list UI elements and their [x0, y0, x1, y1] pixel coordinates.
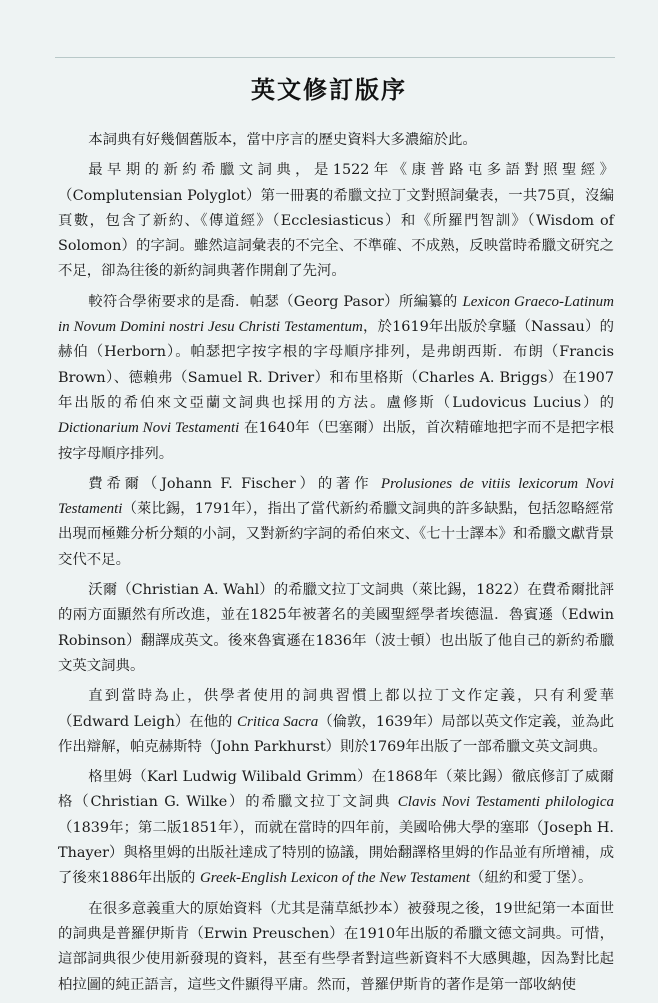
- text-run: （1839年；第二版1851年），而就在當時的四年前，美國哈佛大學的塞耶（Joseph H. Thayer）與格里姆的出版社達成了特別的協議，開始翻譯格里姆的作品並有所增補，成了後來1886年出版的: [58, 819, 614, 887]
- text-run: （倫敦，1639年）局部以英文作定義，並為此作出辯解，帕克赫斯特（John Parkhurst）則於1769年出版了一部希臘文英文詞典。: [58, 713, 615, 755]
- text-run: 在1640年（巴塞爾）出版，首次精確地把字而不是把字根按字母順序排列。: [58, 420, 614, 462]
- italic-title: Critica Sacra: [237, 713, 319, 730]
- text-run: 在很多意義重大的原始資料（尤其是蒲草紙抄本）被發現之後，19世紀第一本面世的詞典是普羅伊斯肯（Erwin Preuschen）在1910年出版的希臘文德文詞典。可惜，這部詞典很少使用新發現的資料，甚至有些學者對這些新資料不大感興趣，因為對比起柏拉圖的純正語言，這些文件顯得平庸。然而，普羅伊斯肯的著作是第一部收納使: [58, 900, 614, 993]
- text-run: ，於1619年出版於拿騷（Nassau）的赫伯（Herborn）。帕瑟把字按字根的字母順序排列，是弗朗西斯．布朗（Francis Brown）、德賴弗（Samuel R. Driver）和布里格斯（Charles A. Briggs）在1907年出版的希伯來文亞蘭文詞典也採用的方法。盧修斯（Ludovicus Lucius）的: [58, 319, 614, 411]
- italic-title: Dictionarium Novi Testamenti: [58, 420, 240, 437]
- paragraph: [58, 128, 614, 153]
- body-text: [58, 128, 614, 1003]
- paragraph: [58, 765, 614, 891]
- page-title: 英文修訂版序: [251, 76, 407, 104]
- header-rule: [55, 57, 615, 58]
- text-run: 本詞典有好幾個舊版本，當中序言的歷史資料大多濃縮於此。: [88, 132, 477, 148]
- text-run: 費希爾（Johann F. Fischer）的著作: [88, 475, 381, 492]
- paragraph: [58, 290, 614, 467]
- text-run: 沃爾（Christian A. Wahl）的希臘文拉丁文詞典（萊比錫，1822）在費希爾批評的兩方面顯然有所改進，並在1825年被著名的美國聖經學者埃德温．魯賓遜（Edwin Robinson）翻譯成英文。後來魯賓遜在1836年（波士頓）也出版了他自己的新約希臘文英文詞典。: [58, 582, 614, 674]
- paragraph: [58, 684, 614, 760]
- paragraph: [58, 158, 614, 284]
- text-run: （萊比錫，1791年），指出了當代新約希臘文詞典的許多缺點，包括忽略經常出現而極難分析分類的小詞，又對新約字詞的希伯來文、《七十士譯本》和希臘文獻背景交代不足。: [58, 501, 614, 568]
- text-run: 較符合學術要求的是喬．帕瑟（Georg Pasor）所編纂的: [88, 293, 463, 310]
- paragraph: [58, 578, 614, 679]
- italic-title: Lexicon Graeco-Latinum in Novum Domini nostri Jesu Christi Testamentum: [58, 293, 614, 336]
- text-run: 直到當時為止，供學者使用的詞典習慣上都以拉丁文作定義，只有利愛華（Edward Leigh）在他的: [58, 688, 614, 730]
- italic-title: Greek-English Lexicon of the New Testament: [199, 870, 471, 887]
- paragraph: [58, 897, 614, 998]
- italic-title: Prolusiones de vitiis lexicorum Novi Testamenti: [58, 475, 614, 518]
- italic-title: Clavis Novi Testamenti philologica: [397, 794, 614, 811]
- paragraph: [58, 472, 614, 573]
- text-run: 格里姆（Karl Ludwig Wilibald Grimm）在1868年（萊比錫）徹底修訂了威爾格（Christian G. Wilke）的希臘文拉丁文詞典: [58, 769, 614, 811]
- text-run: 最早期的新約希臘文詞典，是1522年《康普路屯多語對照聖經》（Complutensian Polyglot）第一冊裏的希臘文拉丁文對照詞彙表，一共75頁，沒編頁數，包含了新約、《傳道經》（Ecclesiasticus）和《所羅門智訓》（Wisdom of Solomon）的字詞。雖然這詞彙表的不完全、不準確、不成熟，反映當時希臘文研究之不足，卻為往後的新約詞典著作開創了先河。: [58, 162, 614, 280]
- text-run: （紐約和愛丁堡）。: [470, 870, 593, 887]
